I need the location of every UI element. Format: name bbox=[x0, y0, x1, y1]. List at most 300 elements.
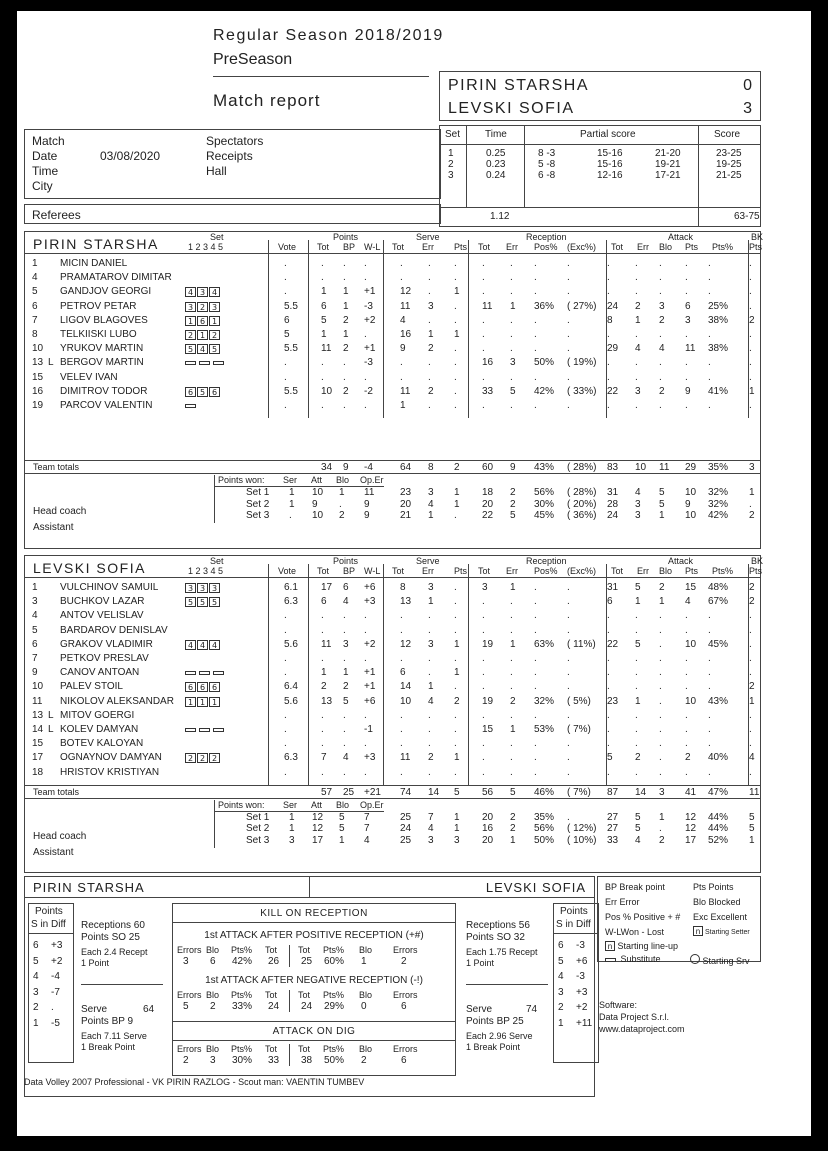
substitute-bar-icon bbox=[185, 361, 196, 365]
pw-att-header: Att bbox=[311, 475, 323, 486]
stat-aerr: . bbox=[635, 258, 638, 269]
stat-rerr: 1 bbox=[510, 724, 516, 735]
player-name: VULCHINOV SAMUIL bbox=[60, 582, 159, 593]
total-serr: 14 bbox=[428, 786, 440, 798]
stat-bk: . bbox=[749, 738, 752, 750]
kill-r_tot: 25 bbox=[301, 956, 313, 967]
stat-rpos: 32% bbox=[534, 695, 555, 707]
stat-pwl: -3 bbox=[364, 300, 373, 312]
stat-ablo: . bbox=[659, 400, 662, 411]
player-number: 14 bbox=[32, 724, 44, 735]
stat-serr: 3 bbox=[428, 582, 434, 593]
stat-bk: . bbox=[749, 667, 752, 679]
set-position-box: 2 bbox=[197, 753, 208, 763]
stat-rpos: . bbox=[534, 681, 537, 693]
player-name: BARDAROV DENISLAV bbox=[60, 624, 168, 636]
referees-label: Referees bbox=[32, 208, 81, 222]
stat-atot: . bbox=[607, 709, 610, 721]
bk-pts-header: Pts bbox=[749, 242, 763, 252]
pos-attack-title: 1st ATTACK AFTER POSITIVE RECEPTION (+#) bbox=[204, 930, 424, 941]
stat-vote: . bbox=[284, 738, 287, 750]
stat-stot: 10 bbox=[400, 695, 412, 707]
rotation-number: 3 bbox=[33, 986, 39, 998]
set-rexc: ( 36%) bbox=[567, 510, 597, 522]
stat-rpos: . bbox=[534, 258, 537, 269]
set-score: 21-25 bbox=[716, 170, 742, 181]
stat-pwl: . bbox=[364, 738, 367, 750]
set-position-box: 1 bbox=[209, 697, 220, 707]
stat-aptsp: . bbox=[708, 766, 711, 778]
stat-aptsp: 41% bbox=[708, 385, 729, 397]
stat-ablo: . bbox=[659, 738, 662, 750]
stat-pbp: . bbox=[343, 709, 346, 721]
stat-aerr: 3 bbox=[635, 385, 641, 397]
stat-spts: . bbox=[454, 343, 457, 355]
setter-square-icon: n bbox=[693, 926, 703, 936]
total-bk: 11 bbox=[749, 786, 760, 798]
kill-l_err: 2 bbox=[183, 1055, 189, 1066]
stat-stot: 1 bbox=[400, 400, 406, 411]
set-rerr: 2 bbox=[510, 498, 516, 510]
set-atot: 31 bbox=[607, 487, 619, 499]
kill-col-header: Errors bbox=[393, 1044, 418, 1054]
stat-pwl: . bbox=[364, 610, 367, 622]
set-row-label: Set 2 bbox=[246, 498, 270, 510]
stat-rexc: ( 33%) bbox=[567, 385, 597, 397]
stat-vote: 5.6 bbox=[284, 638, 298, 650]
set-partial-8: 5 -8 bbox=[538, 159, 556, 170]
att-err-header: Err bbox=[637, 566, 649, 576]
stat-serr: . bbox=[428, 357, 431, 369]
stat-aerr: 5 bbox=[635, 582, 641, 593]
stat-bk: 1 bbox=[749, 385, 755, 397]
stat-atot: . bbox=[607, 681, 610, 693]
att-tot-header: Tot bbox=[611, 242, 624, 252]
stat-vote: 5.5 bbox=[284, 343, 298, 355]
kill-col-header: Tot bbox=[298, 945, 311, 955]
serve-header: Serve bbox=[416, 232, 440, 242]
player-set-positions bbox=[185, 302, 220, 312]
player-number: 5 bbox=[32, 286, 38, 298]
stat-serr: 3 bbox=[428, 300, 434, 312]
stat-ptot: . bbox=[321, 258, 324, 269]
set-stot: 21 bbox=[400, 510, 412, 522]
stat-aptsp: . bbox=[708, 400, 711, 411]
set-row-label: Set 3 bbox=[246, 834, 270, 846]
points-label: Points bbox=[35, 906, 63, 917]
stat-aptsp: . bbox=[708, 724, 711, 735]
stat-apts: 2 bbox=[685, 752, 691, 764]
rotation-number: 2 bbox=[33, 1002, 39, 1013]
kill-r_tot: 38 bbox=[301, 1055, 313, 1066]
stat-apts: . bbox=[685, 272, 688, 284]
set-partial-8: 6 -8 bbox=[538, 170, 556, 181]
set-atot: 24 bbox=[607, 510, 619, 522]
stat-atot: 24 bbox=[607, 300, 619, 312]
attack-header: Attack bbox=[668, 556, 694, 566]
stat-aptsp: 25% bbox=[708, 300, 729, 312]
stat-apts: . bbox=[685, 709, 688, 721]
stat-vote: . bbox=[284, 610, 287, 622]
stat-ptot: 10 bbox=[321, 385, 333, 397]
stat-rpos: . bbox=[534, 667, 537, 679]
home-sets-won: 0 bbox=[743, 77, 752, 94]
legend-blo: Blo Blocked bbox=[693, 897, 741, 907]
kill-col-header: Errors bbox=[177, 1044, 202, 1054]
assistant-label: Assistant bbox=[33, 522, 74, 534]
serve-pts-header: Pts bbox=[454, 242, 468, 252]
set-position-box: 6 bbox=[197, 682, 208, 692]
stat-rpos: . bbox=[534, 738, 537, 750]
set-spts: 1 bbox=[454, 498, 460, 510]
stat-rexc: . bbox=[567, 596, 570, 608]
stat-rpos: . bbox=[534, 400, 537, 411]
rotation-number: 4 bbox=[33, 971, 39, 982]
stat-aptsp: 40% bbox=[708, 752, 729, 764]
total-ablo: 11 bbox=[659, 462, 670, 474]
set-ablo: 5 bbox=[659, 487, 665, 499]
kill-col-header: Pts% bbox=[231, 945, 253, 955]
stat-pwl: . bbox=[364, 709, 367, 721]
reception-header: Reception bbox=[526, 232, 567, 242]
kill-r_blo: 0 bbox=[361, 1001, 367, 1012]
stat-spts: 2 bbox=[454, 695, 460, 707]
stat-ablo: . bbox=[659, 681, 662, 693]
home-points-bp: Points BP 9 bbox=[81, 1016, 134, 1027]
set-ser: 1 bbox=[289, 823, 295, 835]
stat-pwl: -3 bbox=[364, 357, 373, 369]
stat-rtot: 33 bbox=[482, 385, 494, 397]
stat-spts: . bbox=[454, 272, 457, 284]
stat-ablo: . bbox=[659, 709, 662, 721]
stat-spts: . bbox=[454, 596, 457, 608]
stat-aerr: . bbox=[635, 681, 638, 693]
match-info-box bbox=[24, 129, 441, 199]
stat-ablo: . bbox=[659, 695, 662, 707]
set-rerr: 2 bbox=[510, 823, 516, 835]
att-err-header: Err bbox=[637, 242, 649, 252]
stat-pwl: . bbox=[364, 624, 367, 636]
stat-ptot: 5 bbox=[321, 314, 327, 326]
legend-lineup: n Starting line-up bbox=[605, 941, 678, 951]
kill-r_err: 2 bbox=[401, 956, 407, 967]
stat-atot: 8 bbox=[607, 314, 613, 326]
total-spts: 2 bbox=[454, 462, 460, 474]
rotation-number: 4 bbox=[558, 971, 564, 982]
player-set-positions bbox=[185, 316, 220, 326]
stat-serr: . bbox=[428, 610, 431, 622]
kill-r_tot: 24 bbox=[301, 1001, 313, 1012]
stat-ablo: . bbox=[659, 286, 662, 298]
serve-tot-header: Tot bbox=[392, 566, 405, 576]
player-number: 6 bbox=[32, 638, 38, 650]
stat-atot: . bbox=[607, 766, 610, 778]
stat-vote: 6.1 bbox=[284, 582, 298, 593]
total-pwl: -4 bbox=[364, 462, 373, 474]
stat-ablo: . bbox=[659, 638, 662, 650]
stat-vote: 6.3 bbox=[284, 752, 298, 764]
dig-title: ATTACK ON DIG bbox=[272, 1026, 356, 1037]
set-apts: 9 bbox=[685, 498, 691, 510]
stat-ptot: . bbox=[321, 766, 324, 778]
player-number: 9 bbox=[32, 667, 38, 679]
set-bk: 1 bbox=[749, 487, 755, 499]
stat-aerr: 4 bbox=[635, 343, 641, 355]
stat-stot: 11 bbox=[400, 385, 411, 397]
rotation-diff: +3 bbox=[576, 986, 588, 998]
stat-pwl: -2 bbox=[364, 385, 373, 397]
set-apts: 17 bbox=[685, 834, 697, 846]
lineup-square-icon: n bbox=[605, 941, 615, 951]
kill-l_pts: 30% bbox=[232, 1055, 253, 1066]
stat-pbp: . bbox=[343, 610, 346, 622]
stat-ablo: 2 bbox=[659, 385, 665, 397]
substitute-bar-icon bbox=[199, 671, 210, 675]
set-numbers-header: 1 2 3 4 5 bbox=[188, 566, 224, 576]
stat-pbp: 2 bbox=[343, 385, 349, 397]
stat-rtot: 3 bbox=[482, 582, 488, 593]
serve-tot-header: Tot bbox=[392, 242, 405, 252]
set-position-box: 2 bbox=[209, 753, 220, 763]
stat-bk: . bbox=[749, 766, 752, 778]
set-rpos: 35% bbox=[534, 811, 555, 823]
set-row-label: Set 3 bbox=[246, 510, 270, 522]
kill-r_blo: 1 bbox=[361, 956, 367, 967]
points-wl-header: W-L bbox=[364, 242, 381, 252]
set-apts: 12 bbox=[685, 811, 697, 823]
stat-vote: 5.5 bbox=[284, 385, 298, 397]
stat-apts: . bbox=[685, 371, 688, 383]
set-partial-16: 12-16 bbox=[597, 170, 623, 181]
sets-table bbox=[439, 125, 761, 227]
stat-bk: . bbox=[749, 300, 752, 312]
set-position-box: 1 bbox=[197, 330, 208, 340]
set-att: 10 bbox=[312, 487, 324, 499]
total-apts: 41 bbox=[685, 786, 697, 798]
set-position-box: 4 bbox=[197, 344, 208, 354]
kill-l_blo: 6 bbox=[210, 956, 216, 967]
stat-serr: . bbox=[428, 738, 431, 750]
set-position-box: 3 bbox=[209, 583, 220, 593]
stat-rpos: . bbox=[534, 766, 537, 778]
kill-col-header: Pts% bbox=[323, 1044, 345, 1054]
stat-stot: 12 bbox=[400, 286, 412, 298]
set-position-box: 4 bbox=[197, 640, 208, 650]
player-number: 7 bbox=[32, 653, 38, 664]
stat-rerr: 1 bbox=[510, 638, 516, 650]
set-atot: 28 bbox=[607, 498, 619, 510]
stat-pbp: . bbox=[343, 357, 346, 369]
stat-bk: . bbox=[749, 610, 752, 622]
set-spts: 1 bbox=[454, 823, 460, 835]
stat-vote: . bbox=[284, 667, 287, 679]
stat-rpos: . bbox=[534, 272, 537, 284]
stat-rerr: 2 bbox=[510, 695, 516, 707]
stat-vote: . bbox=[284, 357, 287, 369]
libero-flag: L bbox=[48, 357, 54, 369]
set-header: Set bbox=[210, 232, 224, 242]
stat-aptsp: 43% bbox=[708, 695, 729, 707]
rec-err-header: Err bbox=[506, 566, 518, 576]
stat-pbp: . bbox=[343, 766, 346, 778]
away-each-recept: Each 1.75 Recept bbox=[466, 947, 538, 957]
kill-title: KILL ON RECEPTION bbox=[260, 908, 368, 919]
away-team-name: LEVSKI SOFIA bbox=[448, 100, 575, 117]
stat-rerr: . bbox=[510, 624, 513, 636]
rec-err-header: Err bbox=[506, 242, 518, 252]
stat-atot: 5 bbox=[607, 752, 613, 764]
stat-aptsp: . bbox=[708, 286, 711, 298]
stat-apts: . bbox=[685, 357, 688, 369]
stat-rexc: . bbox=[567, 653, 570, 664]
stat-spts: 1 bbox=[454, 667, 460, 679]
set-partial-16: 15-16 bbox=[597, 159, 623, 170]
kill-r_err: 6 bbox=[401, 1055, 407, 1066]
stat-ablo: . bbox=[659, 624, 662, 636]
player-name: KOLEV DAMYAN bbox=[60, 724, 139, 735]
stat-rexc: ( 5%) bbox=[567, 695, 591, 707]
player-name: GANDJOV GEORGI bbox=[60, 286, 152, 298]
team-stats-table-1 bbox=[24, 555, 764, 873]
stat-spts: . bbox=[454, 357, 457, 369]
stat-rexc: . bbox=[567, 610, 570, 622]
set-bk: . bbox=[749, 498, 752, 510]
footer-credit: Data Volley 2007 Professional - VK PIRIN RAZLOG - Scout man: VAENTIN TUMBEV bbox=[24, 1077, 365, 1087]
kill-col-header: Pts% bbox=[323, 990, 345, 1000]
set-rerr: 2 bbox=[510, 811, 516, 823]
stat-apts: . bbox=[685, 667, 688, 679]
stat-rtot: . bbox=[482, 667, 485, 679]
set-position-box: 5 bbox=[197, 597, 208, 607]
set-stot: 24 bbox=[400, 823, 412, 835]
player-number: 8 bbox=[32, 329, 38, 340]
stat-stot: . bbox=[400, 766, 403, 778]
stat-stot: 16 bbox=[400, 329, 412, 340]
player-name: ANTOV VELISLAV bbox=[60, 610, 144, 622]
rotation-diff: +3 bbox=[51, 940, 63, 951]
stat-bk: 2 bbox=[749, 596, 755, 608]
stat-ptot: 6 bbox=[321, 596, 327, 608]
city-label: City bbox=[32, 179, 53, 193]
stat-rtot: 15 bbox=[482, 724, 494, 735]
kill-r_pts: 29% bbox=[324, 1001, 345, 1012]
total-ablo: 3 bbox=[659, 786, 665, 798]
stat-rexc: . bbox=[567, 286, 570, 298]
stat-apts: 9 bbox=[685, 385, 691, 397]
set-operr: 9 bbox=[364, 498, 370, 510]
points-bp-header: BP bbox=[343, 242, 356, 252]
set-col-header: Set bbox=[445, 129, 461, 140]
stat-aerr: . bbox=[635, 272, 638, 284]
set-position-box: 3 bbox=[209, 302, 220, 312]
total-ptot: 57 bbox=[321, 786, 333, 798]
rotation-diff: +11 bbox=[576, 1017, 593, 1029]
stat-pbp: . bbox=[343, 258, 346, 269]
stat-ptot: 7 bbox=[321, 752, 327, 764]
stat-pwl: +3 bbox=[364, 752, 376, 764]
set-number: 2 bbox=[448, 159, 454, 170]
set-position-box: 3 bbox=[185, 302, 196, 312]
stat-atot: . bbox=[607, 667, 610, 679]
stat-atot: . bbox=[607, 738, 610, 750]
set-aptsp: 32% bbox=[708, 487, 729, 499]
player-set-positions bbox=[185, 597, 220, 607]
total-rexc: ( 28%) bbox=[567, 462, 597, 474]
stat-rerr: . bbox=[510, 258, 513, 269]
date-value: 03/08/2020 bbox=[100, 149, 161, 163]
stat-apts: 3 bbox=[685, 314, 691, 326]
stat-rtot: . bbox=[482, 681, 485, 693]
stat-aptsp: . bbox=[708, 738, 711, 750]
stat-apts: . bbox=[685, 681, 688, 693]
stat-serr: . bbox=[428, 653, 431, 664]
kill-l_tot: 33 bbox=[268, 1055, 280, 1066]
stat-aptsp: . bbox=[708, 610, 711, 622]
kill-col-header: Tot bbox=[298, 990, 311, 1000]
stat-spts: . bbox=[454, 709, 457, 721]
stat-pwl: +1 bbox=[364, 343, 376, 355]
stat-serr: . bbox=[428, 667, 431, 679]
kill-col-header: Blo bbox=[359, 1044, 373, 1054]
stat-pwl: . bbox=[364, 400, 367, 411]
stat-rtot: . bbox=[482, 272, 485, 284]
stat-rerr: . bbox=[510, 709, 513, 721]
stat-pwl: . bbox=[364, 371, 367, 383]
set-bk: 5 bbox=[749, 823, 755, 835]
set-blo: . bbox=[339, 498, 342, 510]
stat-rtot: 19 bbox=[482, 638, 494, 650]
substitute-bar-icon bbox=[185, 671, 196, 675]
stat-pwl: +2 bbox=[364, 638, 376, 650]
set-spts: 3 bbox=[454, 834, 460, 846]
legend-srv: Starting Srv bbox=[690, 954, 750, 966]
set-position-box: 2 bbox=[185, 753, 196, 763]
set-bk: 1 bbox=[749, 834, 755, 846]
stat-bk: . bbox=[749, 343, 752, 355]
stat-apts: 11 bbox=[685, 343, 696, 355]
stat-rpos: 36% bbox=[534, 300, 555, 312]
stat-atot: . bbox=[607, 286, 610, 298]
rotation-diff: +2 bbox=[51, 955, 63, 967]
stat-atot: 6 bbox=[607, 596, 613, 608]
total-score: 63-75 bbox=[734, 211, 760, 222]
kill-r_err: 6 bbox=[401, 1001, 407, 1012]
player-name: DIMITROV TODOR bbox=[60, 385, 148, 397]
att-pts-header: Pts bbox=[685, 566, 699, 576]
stat-spts: . bbox=[454, 582, 457, 593]
substitute-bar-icon bbox=[199, 728, 210, 732]
season-title: Regular Season 2018/2019 bbox=[213, 27, 444, 44]
away-sdiff-box bbox=[553, 903, 599, 1063]
stat-atot: 22 bbox=[607, 385, 619, 397]
player-name: LIGOV BLAGOVES bbox=[60, 314, 148, 326]
legend-bp: BP Break point bbox=[605, 882, 665, 892]
legend-pos: Pos % Positive + # bbox=[605, 912, 681, 922]
stat-ptot: . bbox=[321, 610, 324, 622]
total-rtot: 56 bbox=[482, 786, 494, 798]
rotation-diff: +2 bbox=[576, 1002, 588, 1013]
rec-tot-header: Tot bbox=[478, 242, 491, 252]
stat-bk: . bbox=[749, 724, 752, 735]
stat-stot: . bbox=[400, 738, 403, 750]
set-partial-21: 19-21 bbox=[655, 159, 681, 170]
stat-bk: 4 bbox=[749, 752, 755, 764]
stat-stot: . bbox=[400, 258, 403, 269]
stat-aptsp: 38% bbox=[708, 314, 729, 326]
set-position-box: 6 bbox=[197, 316, 208, 326]
set-rexc: . bbox=[567, 811, 570, 823]
stat-serr: 1 bbox=[428, 596, 434, 608]
